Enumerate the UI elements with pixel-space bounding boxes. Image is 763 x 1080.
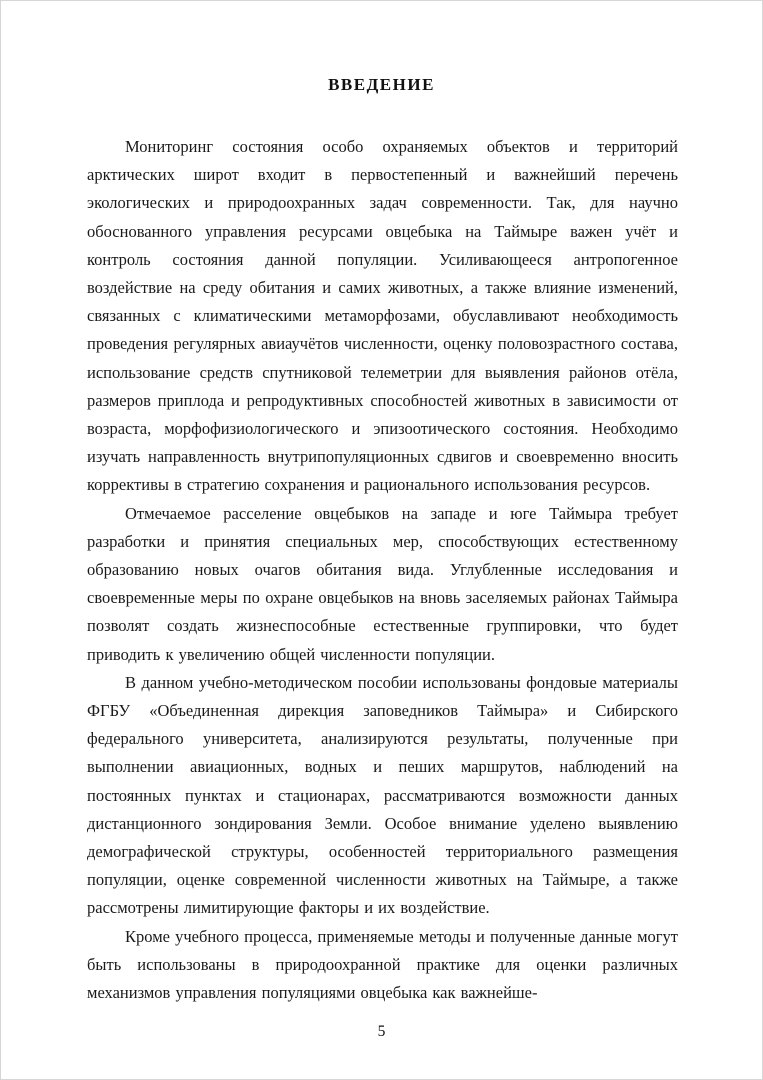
paragraph-2: Отмечаемое расселение овцебыков на западе и юге Таймыра требует разработки и принятия специальных мер, способствующих естественному образованию новых очагов обитания вида. Углубленные исследования и своевременные меры по охране овцебыков на вновь заселяемых районах Таймыра позволят создать жизнеспособные естественные группировки, что будет приводить к увеличению общей численности популяции. [87, 503, 678, 664]
page-number: 5 [377, 1023, 386, 1040]
paragraph-4: Кроме учебного процесса, применяемые методы и полученные данные могут быть использованы в природоохранной практике для оценки различных механизмов управления популяциями овцебыка как важнейше- [87, 926, 678, 1003]
paragraph-3: В данном учебно-методическом пособии использованы фондовые материалы ФГБУ «Объединенная дирекция заповедников Таймыра» и Сибирского федерального университета, анализируются результаты, полученные при выполнении авиационных, водных и пеших маршрутов, наблюдений на постоянных пунктах и стационарах, рассматриваются возможности данных дистанционного зондирования Земли. Особое внимание уделено выявлению демографической структуры, особенностей территориального размещения популяции, оценке современной численности животных на Таймыре, а также рассмотрены лимитирующие факторы и их воздействие. [87, 672, 678, 918]
document-body [87, 133, 678, 1007]
paragraph-1: Мониторинг состояния особо охраняемых объектов и территорий арктических широт входит в первостепенный и важнейший перечень экологических и природоохранных задач современности. Так, для научно обоснованного управления ресурсами овцебыка на Таймыре важен учёт и контроль состояния данной популяции. Усиливающееся антропогенное воздействие на среду обитания и самих животных, а также влияние изменений, связанных с климатическими метаморфозами, обуславливают необходимость проведения регулярных авиаучётов численности, оценку половозрастного состава, использование средств спутниковой телеметрии для выявления районов отёла, размеров приплода и репродуктивных способностей животных в зависимости от возраста, морфофизиологического и эпизоотического состояния. Необходимо изучать направленность внутрипопуляционных сдвигов и своевременно вносить коррективы в стратегию сохранения и рационального использования ресурсов. [87, 137, 678, 495]
page-title: ВВЕДЕНИЕ [328, 75, 435, 94]
